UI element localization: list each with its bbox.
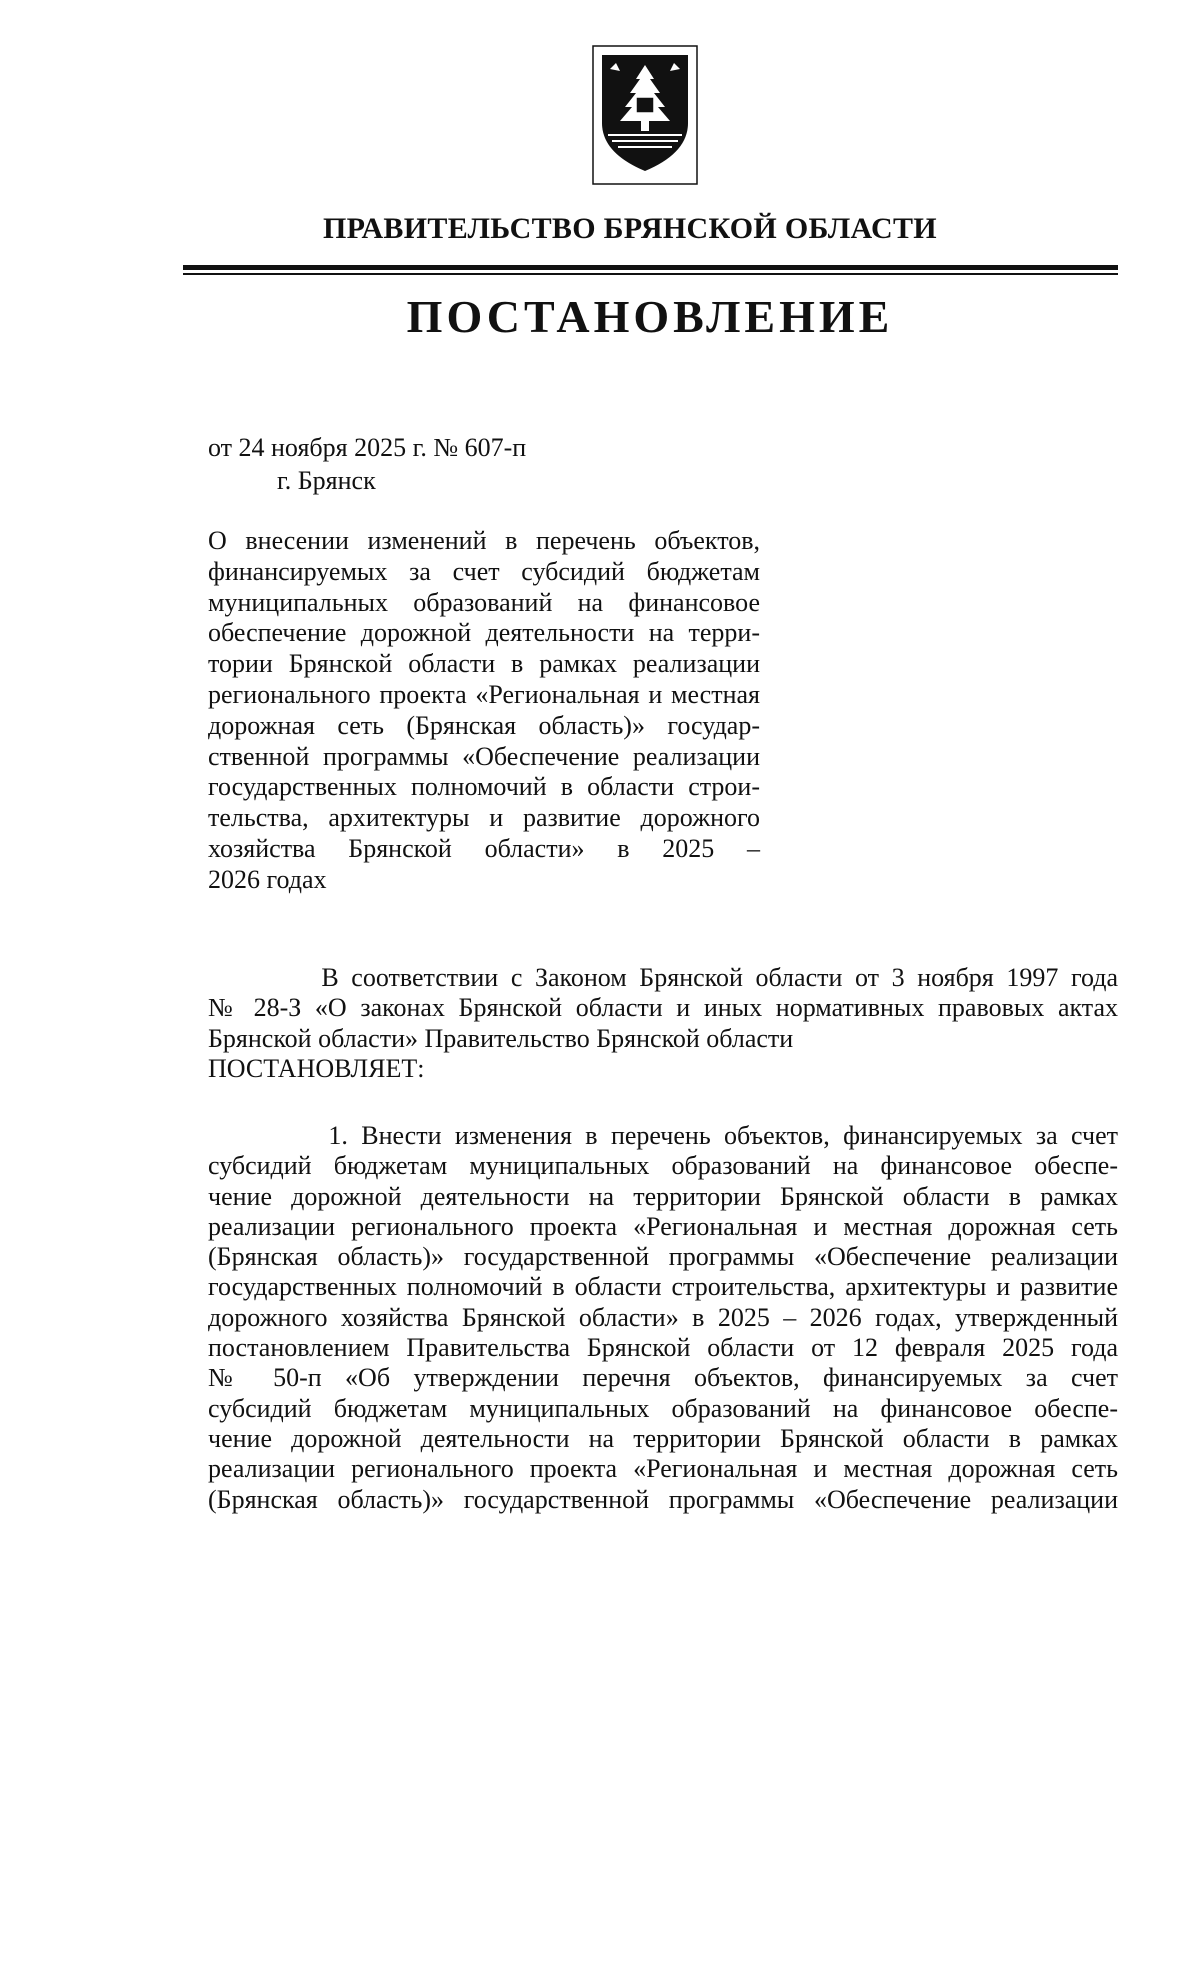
paragraph-line: субсидий бюджетам муниципальных образований на финансовое обеспе- [208, 1393, 1118, 1423]
subject-line: финансируемых за счет субсидий бюджетам [208, 556, 760, 586]
paragraph-line: субсидий бюджетам муниципальных образований на финансовое обеспе- [208, 1151, 1118, 1181]
subject-line: тории Брянской области в рамках реализации [208, 649, 760, 679]
paragraph-line: постановлением Правительства Брянской области от 12 февраля 2025 года [208, 1333, 1118, 1363]
subject-line: государственных полномочий в области строи- [208, 772, 760, 802]
subject-line: 2026 годах [208, 864, 327, 894]
subject-line: тельства, архитектуры и развитие дорожного [208, 803, 760, 833]
paragraph-line: государственных полномочий в области строительства, архитектуры и развитие [208, 1272, 1118, 1302]
paragraph-line: Брянской области» Правительство Брянской области [208, 1023, 794, 1053]
document-dateline: от 24 ноября 2025 г. № 607-п [208, 433, 527, 462]
paragraph-line: (Брянская область)» государственной программы «Обеспечение реализации [208, 1484, 1118, 1514]
document-type-title: ПОСТАНОВЛЕНИЕ [406, 291, 894, 342]
paragraph-line: 1. Внести изменения в перечень объектов, финансируемых за счет [208, 1121, 1118, 1150]
subject-line: обеспечение дорожной деятельности на терри- [208, 618, 760, 648]
paragraph-line: чение дорожной деятельности на территории Брянской области в рамках [208, 1423, 1118, 1453]
subject-line: дорожная сеть (Брянская область)» государ- [208, 710, 760, 740]
document-subject [208, 526, 760, 896]
subject-line: ственной программы «Обеспечение реализации [208, 741, 760, 771]
paragraph-line: (Брянская область)» государственной программы «Обеспечение реализации [208, 1242, 1118, 1272]
subject-line: хозяйства Брянской области» в 2025 – [208, 833, 760, 863]
header-rule-thick [183, 265, 1118, 270]
header-rule-thin [183, 273, 1118, 275]
coat-of-arms-icon [592, 45, 698, 185]
document-city: г. Брянск [277, 466, 376, 495]
subject-line: регионального проекта «Региональная и местная [208, 679, 760, 709]
paragraph-line: № 50-п «Об утверждении перечня объектов, финансируемых за счет [208, 1363, 1118, 1393]
government-title: ПРАВИТЕЛЬСТВО БРЯНСКОЙ ОБЛАСТИ [323, 212, 937, 245]
clause-1-paragraph [208, 1121, 1118, 1515]
paragraph-line: В соответствии с Законом Брянской области от 3 ноября 1997 года [208, 963, 1118, 992]
subject-line: муниципальных образований на финансовое [208, 587, 760, 617]
paragraph-line: реализации регионального проекта «Региональная и местная дорожная сеть [208, 1211, 1118, 1241]
paragraph-line: № 28-З «О законах Брянской области и иных нормативных правовых актах [208, 993, 1118, 1023]
paragraph-line: реализации регионального проекта «Региональная и местная дорожная сеть [208, 1454, 1118, 1484]
paragraph-line: чение дорожной деятельности на территории Брянской области в рамках [208, 1181, 1118, 1211]
resolves-heading: ПОСТАНОВЛЯЕТ: [208, 1053, 425, 1083]
preamble-paragraph [208, 963, 1118, 1084]
subject-line: О внесении изменений в перечень объектов, [208, 526, 760, 555]
paragraph-line: дорожного хозяйства Брянской области» в 2025 – 2026 годах, утвержденный [208, 1302, 1118, 1332]
